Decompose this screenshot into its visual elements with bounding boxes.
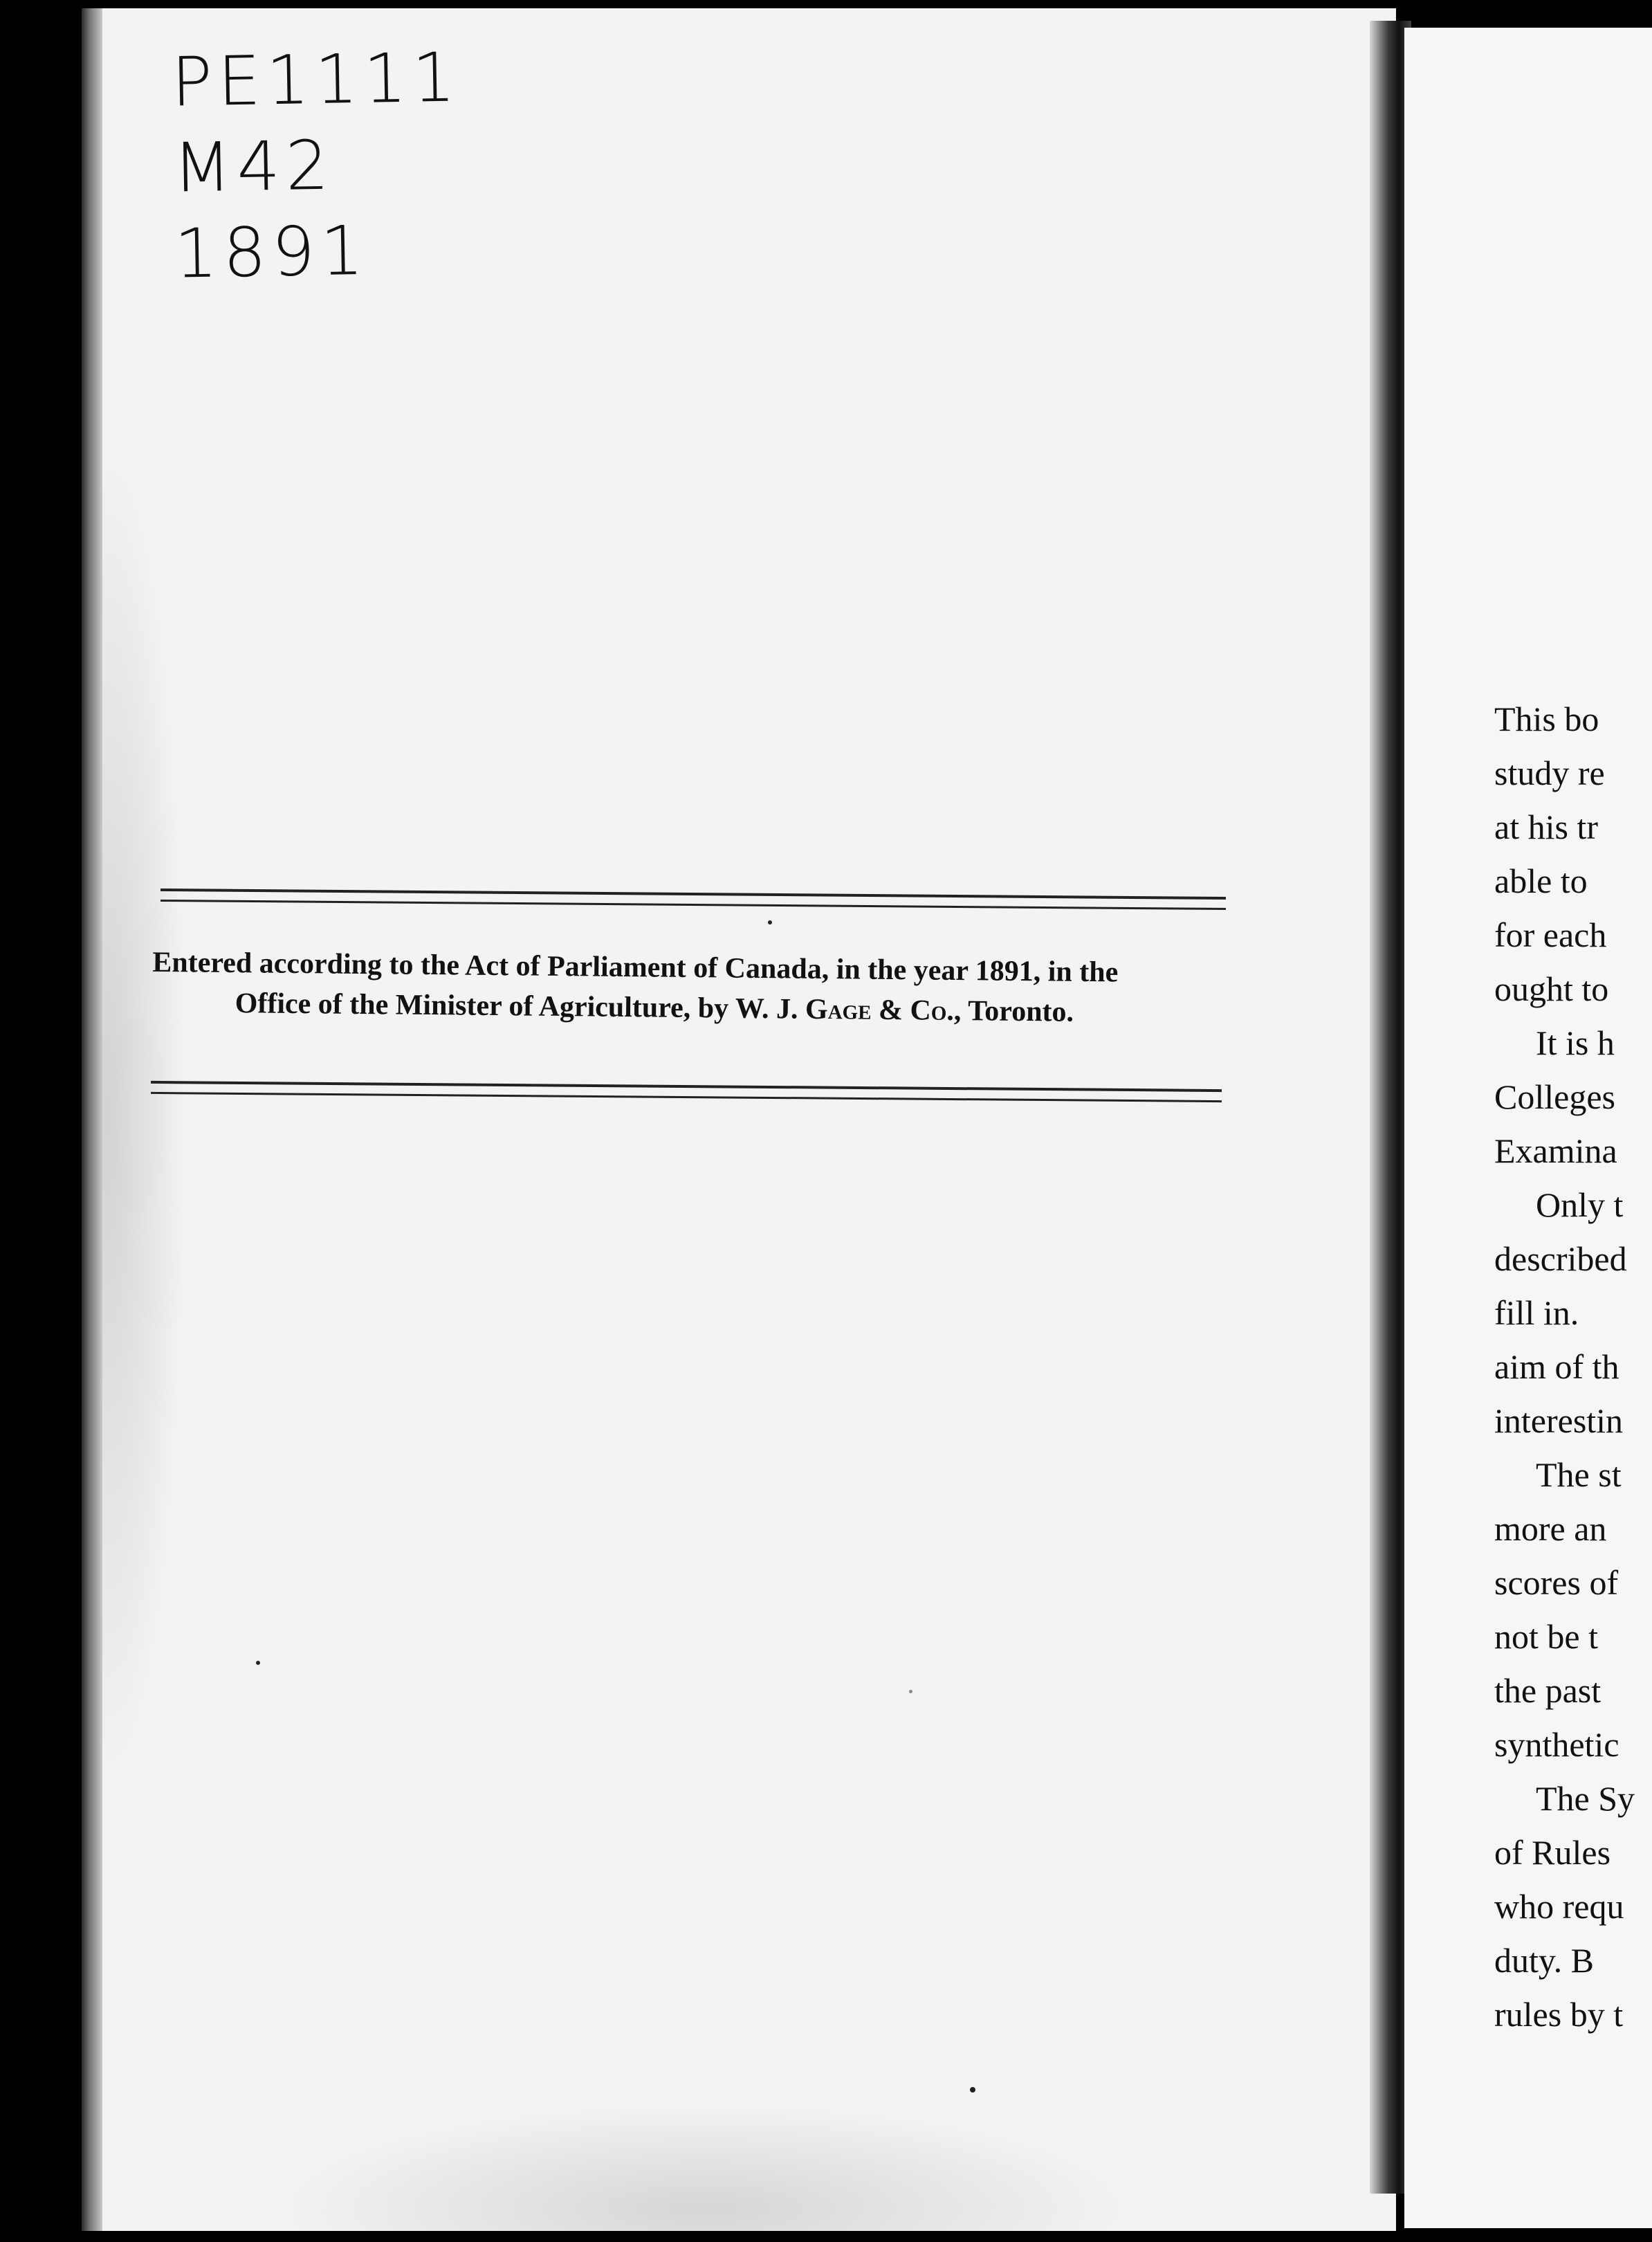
call-number-line-1: PE1111	[170, 38, 462, 122]
text-line: duty. B	[1494, 1941, 1594, 1980]
copyright-notice	[152, 942, 1231, 1034]
text-line: study re	[1494, 754, 1605, 792]
text-line: The st	[1536, 1455, 1622, 1494]
text-line: Examina	[1494, 1131, 1617, 1170]
text-line: synthetic	[1494, 1725, 1619, 1764]
text-line: at his tr	[1494, 808, 1598, 846]
scan-speck	[256, 1661, 260, 1665]
text-line: described	[1494, 1239, 1627, 1278]
text-line: Only t	[1536, 1185, 1624, 1224]
copyright-line-2-suffix: , Toronto.	[953, 994, 1074, 1028]
scan-speck	[970, 2087, 975, 2093]
handwritten-call-number	[171, 39, 465, 301]
publisher-name: Gage & Co.	[805, 993, 955, 1027]
text-line: able to	[1494, 862, 1588, 900]
text-line: fill in.	[1494, 1293, 1579, 1332]
text-line: not be t	[1494, 1617, 1598, 1656]
copyright-line-1: Entered according to the Act of Parliament of Canada, in the year 1891, in the	[152, 946, 1119, 989]
call-number-line-3: 1891	[174, 211, 370, 294]
left-page	[82, 8, 1396, 2231]
text-line: rules by t	[1494, 1995, 1624, 2034]
text-line: the past	[1494, 1671, 1601, 1710]
text-line: who requ	[1494, 1887, 1624, 1926]
text-line: interestin	[1494, 1401, 1624, 1440]
left-binding-edge	[82, 8, 102, 2231]
text-line: more an	[1494, 1509, 1607, 1548]
call-number-line-2: M42	[172, 126, 336, 208]
scan-speck	[909, 1690, 912, 1693]
text-line: The Sy	[1536, 1779, 1635, 1818]
right-page-text	[1494, 692, 1652, 2041]
text-line: scores of	[1494, 1563, 1619, 1602]
scan-speck	[768, 920, 772, 924]
text-line: for each	[1494, 915, 1607, 954]
copyright-line-2-prefix: Office of the Minister of Agriculture, by W. J.	[235, 987, 806, 1026]
text-line: aim of th	[1494, 1347, 1619, 1386]
text-line: of Rules	[1494, 1833, 1611, 1872]
text-line: ought to	[1494, 969, 1609, 1008]
text-line: This bo	[1494, 700, 1599, 738]
text-line: It is h	[1536, 1023, 1615, 1062]
text-line: Colleges	[1494, 1077, 1615, 1116]
